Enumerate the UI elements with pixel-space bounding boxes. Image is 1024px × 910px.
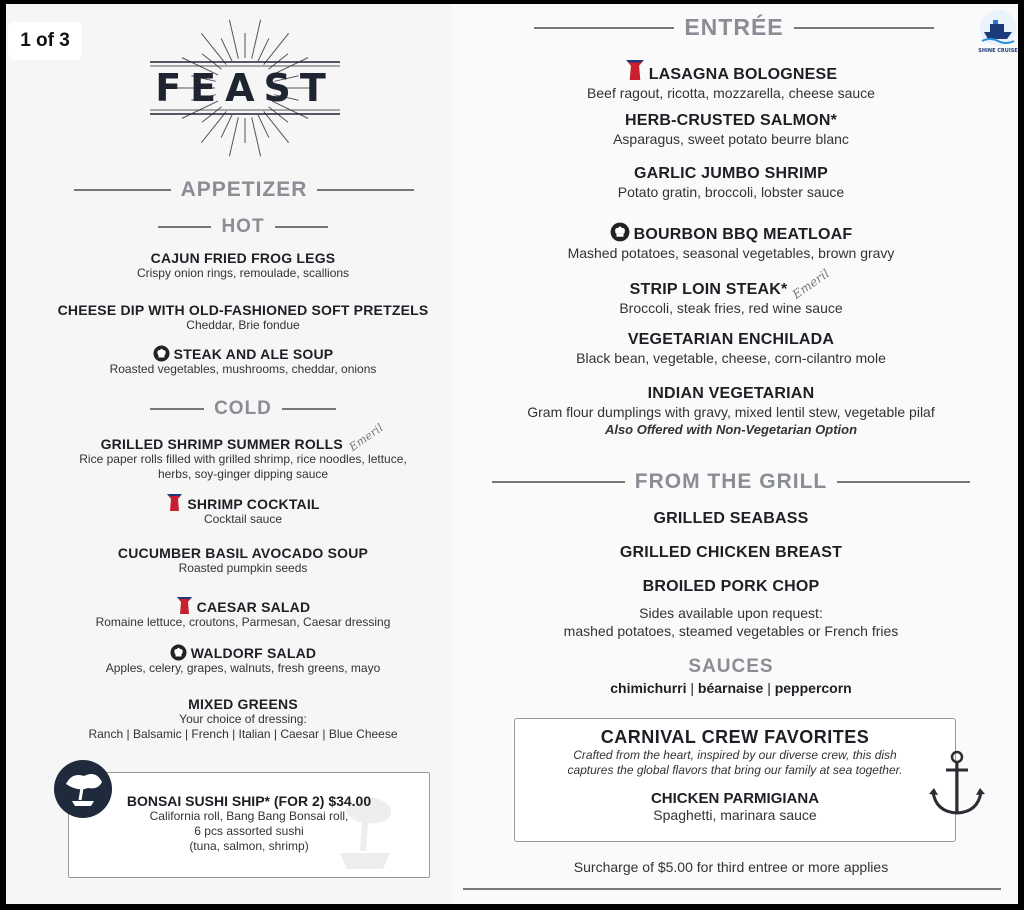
sunburst-ray: [221, 115, 232, 138]
sunburst-ray: [201, 111, 226, 142]
chef-hat-icon: [610, 222, 630, 242]
chicken-parmigiana-desc: Spaghetti, marinara sauce: [653, 807, 817, 823]
shine-cruise-logo-text: SHINE CRUISE: [978, 48, 1018, 54]
bonsai-sushi-line3: (tuna, salmon, shrimp): [189, 839, 309, 853]
menu-item-cucumber-soup: CUCUMBER BASIL AVOCADO SOUP Roasted pumpkin seeds: [117, 545, 369, 575]
menu-item-grilled-chicken-breast: GRILLED CHICKEN BREAST: [619, 544, 843, 561]
menu-item-lasagna-bolognese: LASAGNA BOLOGNESE Beef ragout, ricotta, mozzarella, cheese sauce: [500, 58, 962, 102]
emeril-signature-badge: Emeril: [346, 421, 386, 454]
menu-item-broiled-pork-chop: BROILED PORK CHOP: [642, 578, 820, 595]
menu-item-strip-loin-steak: STRIP LOIN STEAK* Emeril Broccoli, steak fries, red wine sauce: [619, 266, 843, 316]
surcharge-note: Surcharge of $5.00 for third entree or more applies: [573, 859, 889, 875]
page-indicator: 1 of 3: [8, 22, 82, 60]
sauces-section: [500, 656, 962, 696]
crew-tagline-line1: Crafted from the heart, inspired by our diverse crew, this dish: [573, 748, 897, 762]
chef-hat-icon: [153, 345, 170, 362]
sauces-title: SAUCES: [688, 656, 774, 677]
appetizer-heading: [74, 178, 414, 202]
grill-sides-note: Sides available upon request: mashed potatoes, steamed vegetables or French fries: [563, 605, 899, 639]
menu-item-grilled-seabass: GRILLED SEABASS: [653, 510, 809, 527]
carnival-funnel-icon: [176, 596, 193, 615]
crew-tagline-line2: captures the global flavors that bring our family at sea together.: [567, 763, 903, 777]
menu-item-indian-vegetarian: INDIAN VEGETARIAN Gram flour dumplings with gravy, mixed lentil stew, vegetable pilaf Also Offered with Non-Vegetarian Option: [490, 385, 972, 439]
carnival-funnel-icon: [166, 493, 183, 512]
shine-cruise-logo: [976, 8, 1020, 54]
sunburst-ray: [221, 38, 232, 61]
bottom-divider: [463, 888, 1001, 890]
emeril-signature-badge: Emeril: [790, 266, 833, 302]
sauce-peppercorn: peppercorn: [774, 680, 852, 696]
carnival-funnel-icon: [625, 58, 645, 82]
bonsai-sushi-line2: 6 pcs assorted sushi: [194, 824, 304, 838]
sunburst-ray: [258, 115, 269, 138]
bonsai-sushi-line1: California roll, Bang Bang Bonsai roll,: [149, 809, 349, 823]
sunburst-ray: [201, 33, 226, 64]
bonsai-sushi-title: BONSAI SUSHI SHIP* (FOR 2) $34.00: [126, 793, 372, 809]
menu-item-cheese-dip: CHEESE DIP WITH OLD-FASHIONED SOFT PRETZELS Cheddar, Brie fondue: [57, 302, 429, 332]
sunburst-ray: [229, 20, 238, 59]
sunburst-ray: [252, 20, 261, 59]
feast-logo-text: FEAST: [155, 66, 335, 110]
bonsai-sushi-icon: [54, 760, 112, 818]
non-veg-option-note: Also Offered with Non-Vegetarian Option: [604, 422, 858, 437]
bonsai-sushi-box: [68, 772, 430, 878]
entree-heading: [532, 14, 936, 41]
menu-item-herb-crusted-salmon: HERB-CRUSTED SALMON* Asparagus, sweet potato beurre blanc: [613, 112, 849, 147]
menu-item-steak-ale-soup: STEAK AND ALE SOUP Roasted vegetables, mushrooms, cheddar, onions: [109, 346, 377, 376]
crew-favorites-title: CARNIVAL CREW FAVORITES: [600, 727, 870, 747]
sauce-chimichurri: chimichurri: [610, 680, 687, 696]
grill-title: FROM THE GRILL: [634, 470, 828, 493]
chef-hat-icon: [170, 644, 187, 661]
menu-item-shrimp-summer-rolls: GRILLED SHRIMP SUMMER ROLLS Emeril Rice paper rolls filled with grilled shrimp, rice noodles, lettuce, herbs, soy-ginger dipping sauce: [79, 421, 407, 481]
sunburst-ray: [264, 33, 289, 64]
menu-item-garlic-jumbo-shrimp: GARLIC JUMBO SHRIMP Potato gratin, broccoli, lobster sauce: [617, 165, 845, 200]
menu-item-cajun-frog-legs: CAJUN FRIED FROG LEGS Crispy onion rings, remoulade, scallions: [136, 250, 350, 280]
sauce-bearnaise: béarnaise: [697, 680, 764, 696]
appetizer-title: APPETIZER: [180, 178, 308, 201]
sunburst-ray: [229, 117, 238, 156]
sunburst-ray: [258, 38, 269, 61]
menu-item-shrimp-cocktail: SHRIMP COCKTAIL Cocktail sauce: [60, 493, 426, 527]
menu-item-waldorf-salad: WALDORF SALAD Apples, celery, grapes, walnuts, fresh greens, mayo: [105, 645, 381, 675]
menu-item-vegetarian-enchilada: VEGETARIAN ENCHILADA Black bean, vegetable, cheese, corn-cilantro mole: [576, 331, 886, 366]
menu-item-caesar-salad: CAESAR SALAD Romaine lettuce, croutons, Parmesan, Caesar dressing: [60, 596, 426, 630]
anchor-icon: [928, 750, 986, 820]
hot-heading: [158, 216, 328, 238]
entree-title: ENTRÉE: [684, 14, 784, 40]
cold-title: COLD: [214, 398, 272, 419]
grill-heading: [492, 470, 970, 494]
sunburst-ray: [264, 111, 289, 142]
menu-item-bourbon-bbq-meatloaf: BOURBON BBQ MEATLOAF Mashed potatoes, seasonal vegetables, brown gravy: [500, 222, 962, 262]
menu-item-mixed-greens: MIXED GREENS Your choice of dressing: Ranch | Balsamic | French | Italian | Caesar | Blue Cheese: [88, 696, 398, 741]
cold-heading: [150, 398, 336, 420]
crew-favorites-box: [514, 718, 956, 842]
sunburst-ray: [252, 117, 261, 156]
sauces-list: chimichurri | béarnaise | peppercorn: [610, 680, 852, 696]
hot-title: HOT: [221, 216, 265, 237]
chicken-parmigiana-name: CHICKEN PARMIGIANA: [650, 790, 820, 807]
